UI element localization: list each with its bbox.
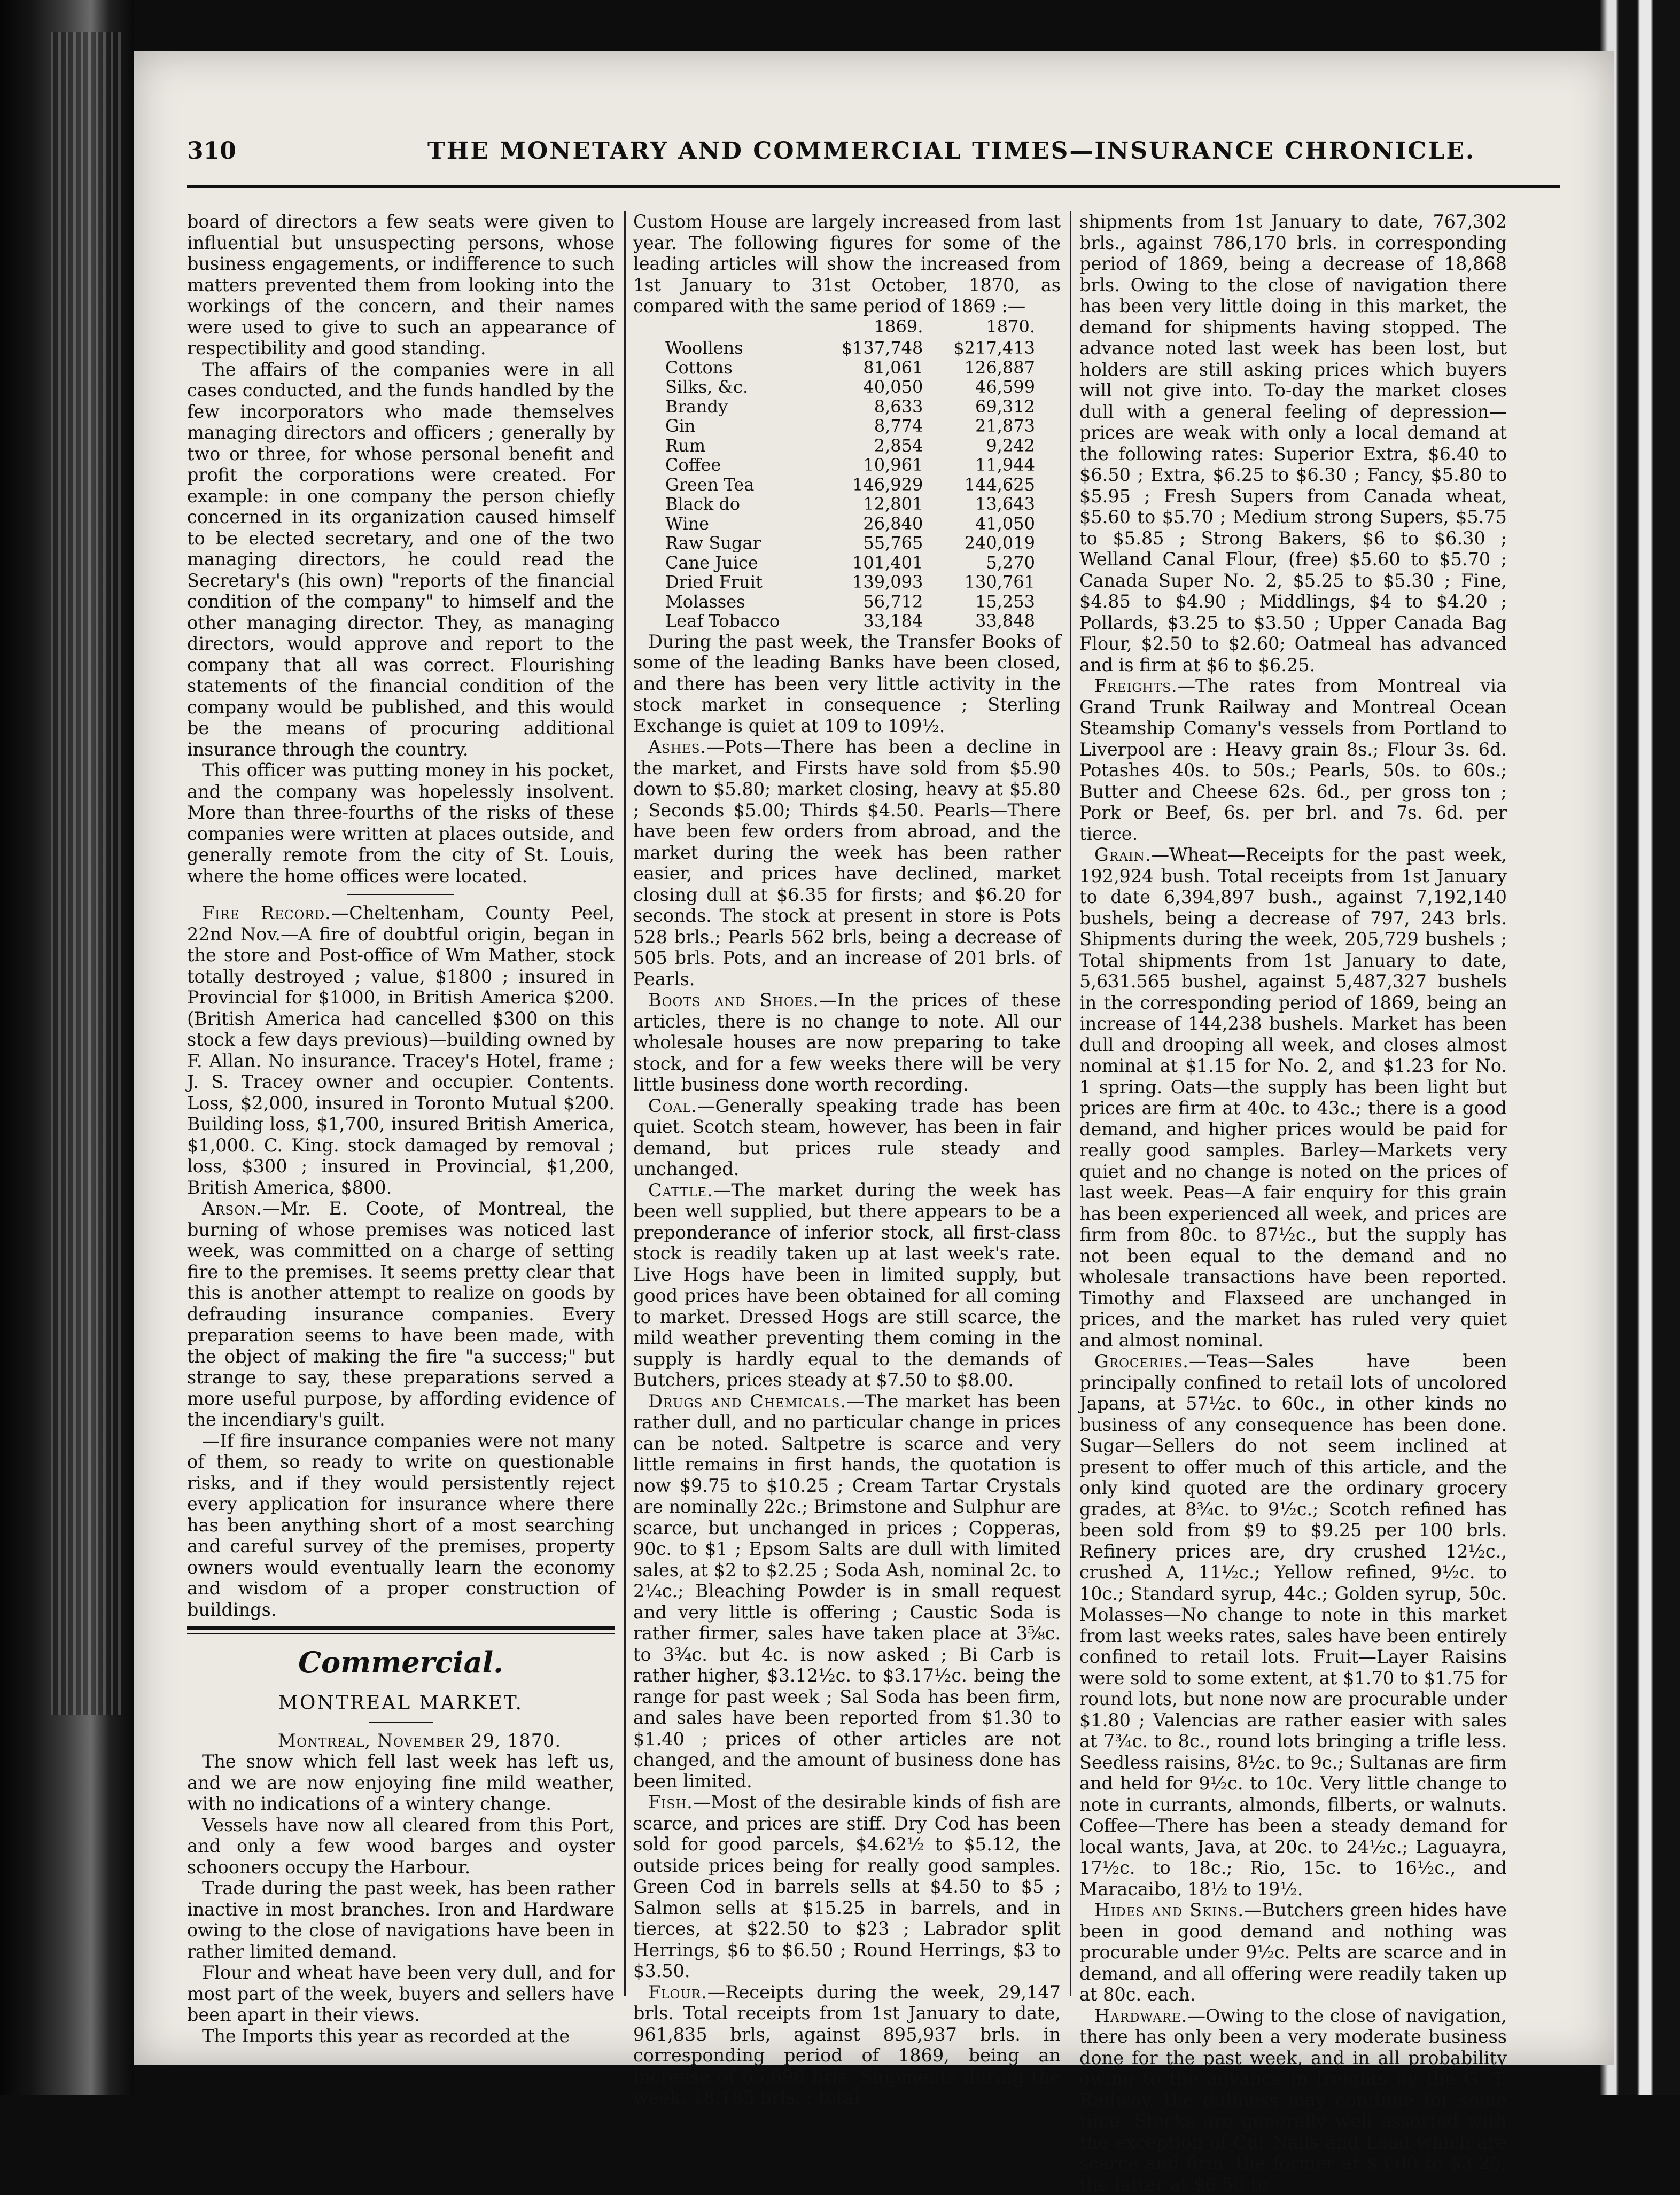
hides-heading: Hides and Skins. [1094, 1900, 1244, 1920]
table-cell-value: 146,929 [815, 475, 928, 495]
arson-heading: Arson. [202, 1198, 262, 1219]
table-cell-item: Wine [655, 514, 815, 534]
column-rule [624, 211, 626, 1996]
table-cell-value: 126,887 [927, 358, 1039, 378]
table-cell-item: Rum [655, 436, 815, 456]
table-cell-value: $137,748 [815, 338, 928, 358]
table-cell-value: 2,854 [815, 436, 928, 456]
fire-record-heading: Fire Record. [202, 902, 331, 923]
paragraph: board of directors a few seats were given to influential but unsuspecting persons, whose business engagements, or indifference to such matters prevented them from looking into the workings of the concern, and their names were used to give to such an appearance of respectibility and good standing. [187, 211, 615, 359]
ashes-text: —Pots—There has been a decline in the market, and Firsts have sold from $5.90 down to $5.80; market closing, heavy at $5.80 ; Seconds $5.00; Thirds $4.50. Pearls—There have been few orders from abroad, and the market during the week has been rather easier, and prices have declined, market closing dull at $6.35 for firsts; and $6.20 for seconds. The stock at present in store is Pots 528 brls.; Pearls 562 brls, being a decrease of 505 brls. Pots, and an increase of 201 brls. of Pearls. [633, 736, 1061, 990]
table-cell-item: Molasses [655, 592, 815, 612]
ashes-heading: Ashes. [648, 736, 706, 757]
flour-text: —Receipts during the week, 29,147 brls. Total receipts from 1st January to date, 961,835 brls, against 895,937 brls. in corresponding period of 1869, being an increase of 65,898 brls. Shipments during the week, 18,185 brls. ; total [633, 1982, 1061, 2108]
grain-article [1079, 844, 1507, 1351]
table-cell-value: 8,633 [815, 397, 928, 417]
fish-article [633, 1792, 1061, 1982]
table-cell-value: 33,848 [927, 611, 1039, 631]
table-cell-value: 69,312 [927, 397, 1039, 417]
table-cell-value: 5,270 [927, 553, 1039, 573]
newspaper-page [134, 51, 1614, 2065]
table-cell-value: 130,761 [927, 572, 1039, 592]
fire-record-article [187, 902, 615, 1198]
table-cell-value: 144,625 [927, 475, 1039, 495]
table-cell-item: Black do [655, 494, 815, 514]
table-row [655, 436, 1039, 456]
cattle-heading: Cattle. [648, 1180, 713, 1201]
table-cell-value: 41,050 [927, 514, 1039, 534]
freights-heading: Freights. [1094, 675, 1178, 696]
page-header [187, 137, 1560, 180]
table-header-row [655, 317, 1039, 339]
hardware-heading: Hardware. [1094, 2005, 1187, 2026]
hides-text: —Butchers green hides have been in good demand and nothing was procurable under 9½c. Pelts are scarce and in demand, and all offering were readily taken up at 80c. each. [1079, 1900, 1507, 2005]
paragraph: shipments from 1st January to date, 767,302 brls., against 786,170 brls. in corresponding period of 1869, being a decrease of 18,868 brls. Owing to the close of navigation there has been very little doing in this market, the demand for shipments having stopped. The advance noted last week has been lost, but holders are still asking prices which buyers will not give into. To-day the market closes dull with a general feeling of depression—prices are weak with only a local demand at the following rates: Superior Extra, $6.40 to $6.50 ; Extra, $6.25 to $6.30 ; Fancy, $5.80 to $5.95 ; Fresh Supers from Canada wheat, $5.60 to $5.70 ; Medium strong Supers, $5.75 to $5.85 ; Strong Bakers, $6 to $6.30 ; Welland Canal Flour, (free) $5.60 to $5.70 ; Canada Super No. 2, $5.25 to $5.30 ; Fine, $4.85 to $4.90 ; Middlings, $4 to $4.20 ; Pollards, $3.25 to $3.50 ; Upper Canada Bag Flour, $2.50 to $2.60; Oatmeal has advanced and is firm at $6 to $6.25. [1079, 211, 1507, 675]
imports-table [655, 317, 1039, 631]
table-cell-item: Silks, &c. [655, 377, 815, 397]
table-cell-value: 40,050 [815, 377, 928, 397]
table-cell-value: 46,599 [927, 377, 1039, 397]
table-row [655, 475, 1039, 495]
table-header-cell: 1869. [815, 317, 928, 339]
page-edges [51, 32, 126, 1715]
table-row [655, 416, 1039, 436]
column-3 [1079, 211, 1507, 1996]
table-cell-value: 11,944 [927, 455, 1039, 475]
paragraph: Flour and wheat have been very dull, and for most part of the week, buyers and sellers have been apart in their views. [187, 1962, 615, 2026]
table-row [655, 494, 1039, 514]
table-cell-item: Cane Juice [655, 553, 815, 573]
paragraph: During the past week, the Transfer Books of some of the leading Banks have been closed, and there has been very little activity in the stock market in consequence ; Sterling Exchange is quiet at 109 to 109½. [633, 631, 1061, 737]
paragraph: The snow which fell last week has left us, and we are now enjoying fine mild weather, with no indications of a wintery change. [187, 1751, 615, 1815]
dateline: Montreal, November 29, 1870. [187, 1730, 615, 1752]
table-row [655, 553, 1039, 573]
table-row [655, 377, 1039, 397]
grain-text: —Wheat—Receipts for the past week, 192,924 bush. Total receipts from 1st January to date 6,394,897 bush., against 7,192,140 bushels, being a decrease of 797, 243 brls. Shipments during the week, 205,729 bushels ; Total shipments from 1st January to date, 5,631.565 bushel, against 5,487,327 bushels in the corresponding period of 1869, being an increase of 144,238 bushels. Market has been dull and drooping all week, and closes almost nominal at $1.15 for No. 2, and $1.23 for No. 1 spring. Oats—the supply has been light but prices are firm at 40c. to 43c.; there is a good demand, and higher prices would be paid for really good samples. Barley—Markets very quiet and no change is noted on the prices of last week. Peas—A fair enquiry for this grain has been experienced all week, and prices are firm from 80c. to 87½c., but the supply has not been equal to the demand and no wholesale transactions have been reported. Timothy and Flaxseed are unchanged in prices, and the market has ruled very quiet and almost nominal. [1079, 844, 1507, 1351]
table-cell-value: 8,774 [815, 416, 928, 436]
flour-article [633, 1982, 1061, 2108]
table-cell-item: Woollens [655, 338, 815, 358]
table-cell-value: 26,840 [815, 514, 928, 534]
column-1 [187, 211, 615, 1996]
table-cell-value: 101,401 [815, 553, 928, 573]
table-cell-value: 240,019 [927, 533, 1039, 553]
table-row [655, 338, 1039, 358]
market-title: MONTREAL MARKET. [187, 1693, 615, 1714]
flour-heading: Flour. [648, 1982, 707, 2003]
freights-article [1079, 675, 1507, 844]
table-cell-item: Raw Sugar [655, 533, 815, 553]
cattle-text: —The market during the week has been well supplied, but there appears to be a preponderance of inferior stock, all first-class stock is readily taken up at last week's rate. Live Hogs have been in limited supply, but good prices have been obtained for all coming to market. Dressed Hogs are still scarce, the mild weather preventing them coming in the supply is hardly equal to the demands of Butchers, prices steady at $7.50 to $8.00. [633, 1180, 1061, 1391]
table-cell-value: 139,093 [815, 572, 928, 592]
cattle-article [633, 1180, 1061, 1391]
table-cell-value: 13,643 [927, 494, 1039, 514]
table-row [655, 397, 1039, 417]
boots-heading: Boots and Shoes. [648, 990, 819, 1010]
fish-text: —Most of the desirable kinds of fish are scarce, and prices are stiff. Dry Cod has been sold for good parcels, $4.62½ to $5.12, the outside prices being for really good samples. Green Cod in barrels sells at $4.50 to $5 ; Salmon sells at $15.25 in barrels, and in tierces, at $22.50 to $23 ; Labrador split Herrings, $6 to $6.50 ; Round Herrings, $3 to $3.50. [633, 1792, 1061, 1981]
table-cell-item: Brandy [655, 397, 815, 417]
table-cell-item: Cottons [655, 358, 815, 378]
paragraph: Vessels have now all cleared from this Port, and only a few wood barges and oyster schooners occupy the Harbour. [187, 1815, 615, 1878]
imports-table-body [655, 338, 1039, 631]
section-rule [187, 1633, 615, 1634]
table-cell-value: 33,184 [815, 611, 928, 631]
page-number: 310 [187, 137, 236, 165]
table-cell-value: 15,253 [927, 592, 1039, 612]
table-cell-value: 12,801 [815, 494, 928, 514]
table-cell-item: Green Tea [655, 475, 815, 495]
column-rule [1070, 211, 1071, 1996]
drugs-text: —The market has been rather dull, and no particular change in prices can be noted. Saltpetre is scarce and very little remains in first hands, the quotation is now $9.75 to $10.25 ; Cream Tartar Crystals are nominally 22c.; Brimstone and Sulphur are scarce, but unchanged in prices ; Copperas, 90c. to $1 ; Epsom Salts are dull with limited sales, at $2 to $2.25 ; Soda Ash, nominal 2c. to 2¼c.; Bleaching Powder is in small request and very little is offering ; Caustic Soda is rather firmer, sales have taken place at 3⅝c. to 3¾c. but 4c. is now asked ; Bi Carb is rather higher, $3.12½c. to $3.17½c. being the range for past week ; Sal Soda has been firm, and sales have been reported from $1.30 to $1.40 ; prices of other articles are not changed, and the amount of business done has been limited. [633, 1391, 1061, 1792]
groceries-article [1079, 1351, 1507, 1900]
table-cell-item: Gin [655, 416, 815, 436]
paragraph: The Imports this year as recorded at the [187, 2026, 615, 2047]
table-header-cell [655, 317, 815, 339]
coal-heading: Coal. [648, 1095, 697, 1116]
groceries-heading: Groceries. [1094, 1351, 1189, 1372]
section-title: Commercial. [187, 1644, 615, 1681]
table-cell-item: Coffee [655, 455, 815, 475]
drugs-article [633, 1391, 1061, 1792]
paragraph: The affairs of the companies were in all cases conducted, and the funds handled by the few incorporators who made themselves managing directors and officers ; generally by two or three, for whose personal benefit and profit the corporations were created. For example: in one company the person chiefly concerned in its organization caused himself to be elected secretary, and one of the two managing directors, he could read the Secretary's (his own) "reports of the financial condition of the company" to himself and the other managing director. They, as managing directors, would approve and report to the company that all was correct. Flourishing statements of the financial condition of the company would be published, and this would be the means of procuring additional insurance through the country. [187, 359, 615, 760]
table-row [655, 592, 1039, 612]
table-row [655, 611, 1039, 631]
table-cell-item: Leaf Tobacco [655, 611, 815, 631]
boots-text: —In the prices of these articles, there is no change to note. All our wholesale houses are now preparing to take stock, and for a few weeks there will be very little business done worth recording. [633, 990, 1061, 1095]
hardware-text: —Owing to the close of navigation, there has only been a very moderate business done for the past week, and in all probability owing to the advance in freights by the G. T. Railway, the dullness may continue for some time. Stocks are generally well assorted with the exception of Cut Nails and Lead which are scarce and firm, the former at $3.00 to $3.25, the latter at $6.50 to [1079, 2005, 1507, 2195]
table-row [655, 533, 1039, 553]
hardware-article [1079, 2005, 1507, 2195]
table-row [655, 514, 1039, 534]
separator [369, 1722, 433, 1723]
grain-heading: Grain. [1094, 844, 1152, 865]
arson-article [187, 1198, 615, 1430]
table-cell-value: 55,765 [815, 533, 928, 553]
table-cell-item: Dried Fruit [655, 572, 815, 592]
freights-text: —The rates from Montreal via Grand Trunk Railway and Montreal Ocean Steamship Comany's vessels from Portland to Liverpool are : Heavy grain 8s.; Flour 3s. 6d. Potashes 40s. to 50s.; Pearls, 50s. to 60s.; Butter and Cheese 62s. 6d., per gross ton ; Pork or Beef, 6s. per brl. and 7s. 6d. per tierce. [1079, 675, 1507, 844]
coal-text: —Generally speaking trade has been quiet. Scotch steam, however, has been in fair demand, but prices rule steady and unchanged. [633, 1095, 1061, 1180]
groceries-text: —Teas—Sales have been principally confined to retail lots of uncolored Japans, at 57½c. to 60c., in other kinds no business of any consequence has been done. Sugar—Sellers do not seem inclined at present to offer much of this article, and the only kind quoted are the ordinary grocery grades, at 8¾c. to 9½c.; Scotch refined has been sold from $9 to $9.25 per 100 brls. Refinery prices are, dry crushed 12½c., crushed A, 11½c.; Yellow refined, 9½c. to 10c.; Standard syrup, 44c.; Golden syrup, 50c. Molasses—No change to note in this market from last weeks rates, sales have been entirely confined to retail lots. Fruit—Layer Raisins were sold to some extent, at $1.70 to $1.75 for round lots, but none now are procurable under $1.80 ; Valencias are rather easier with sales at 7¾c. to 8c., round lots bringing a trifle less. Seedless raisins, 8½c. to 9c.; Sultanas are firm and held for 9½c. to 10c. Very little change to note in currants, almonds, filberts, or walnuts. Coffee—There has been a steady demand for local wants, Java, at 20c. to 24½c.; Laguayra, 17½c. to 18c.; Rio, 15c. to 16½c., and Maracaibo, 18½ to 19½. [1079, 1351, 1507, 1900]
header-rule [187, 185, 1560, 188]
fire-record-text: —Cheltenham, County Peel, 22nd Nov.—A fire of doubtful origin, began in the store and Post-office of Wm Mather, stock totally destroyed ; value, $1800 ; insured in Provincial for $1000, in British America $200. (British America had cancelled $300 on this stock a few days previous)—building owned by F. Allan. No insurance. Tracey's Hotel, frame ; J. S. Tracey owner and occupier. Contents. Loss, $2,000, insured in Toronto Mutual $200. Building loss, $1,700, insured British America, $1,000. C. King. stock damaged by removal ; loss, $300 ; insured in Provincial, $1,200, British America, $800. [187, 902, 615, 1198]
paragraph: Custom House are largely increased from last year. The following figures for some of the leading articles will show the increased from 1st January to 31st October, 1870, as compared with the same period of 1869 :— [633, 211, 1061, 317]
separator [347, 894, 454, 895]
table-header-cell: 1870. [927, 317, 1039, 339]
paragraph: This officer was putting money in his pocket, and the company was hopelessly insolvent. More than three-fourths of the risks of these companies were written at places outside, and generally remote from the city of St. Louis, where the home offices were located. [187, 760, 615, 886]
table-cell-value: 21,873 [927, 416, 1039, 436]
coal-article [633, 1095, 1061, 1180]
table-cell-value: 9,242 [927, 436, 1039, 456]
paragraph: —If fire insurance companies were not many of them, so ready to write on questionable risks, and if they would persistently reject every application for insurance where there has been anything short of a most searching and careful survey of the premises, property owners would eventually learn the economy and wisdom of a proper construction of buildings. [187, 1430, 615, 1621]
table-row [655, 455, 1039, 475]
section-rule [187, 1626, 615, 1630]
paragraph: Trade during the past week, has been rather inactive in most branches. Iron and Hardware owing to the close of navigations have been in rather limited demand. [187, 1878, 615, 1962]
hides-article [1079, 1900, 1507, 2005]
fish-heading: Fish. [648, 1792, 693, 1812]
table-cell-value: 10,961 [815, 455, 928, 475]
running-title: THE MONETARY AND COMMERCIAL TIMES—INSURANCE CHRONICLE. [427, 137, 1475, 165]
column-2 [633, 211, 1061, 1996]
table-cell-value: 56,712 [815, 592, 928, 612]
table-cell-value: $217,413 [927, 338, 1039, 358]
drugs-heading: Drugs and Chemicals. [648, 1391, 846, 1412]
table-row [655, 572, 1039, 592]
boots-article [633, 990, 1061, 1095]
arson-text: —Mr. E. Coote, of Montreal, the burning of whose premises was noticed last week, was committed on a charge of setting fire to the premises. It seems pretty clear that this is another attempt to realize on goods by defrauding insurance companies. Every preparation seems to have been made, with the object of making the fire "a success;" but strange to say, these preparations served a more useful purpose, by affording evidence of the incendiary's guilt. [187, 1198, 615, 1430]
table-row [655, 358, 1039, 378]
table-cell-value: 81,061 [815, 358, 928, 378]
ashes-article [633, 736, 1061, 990]
